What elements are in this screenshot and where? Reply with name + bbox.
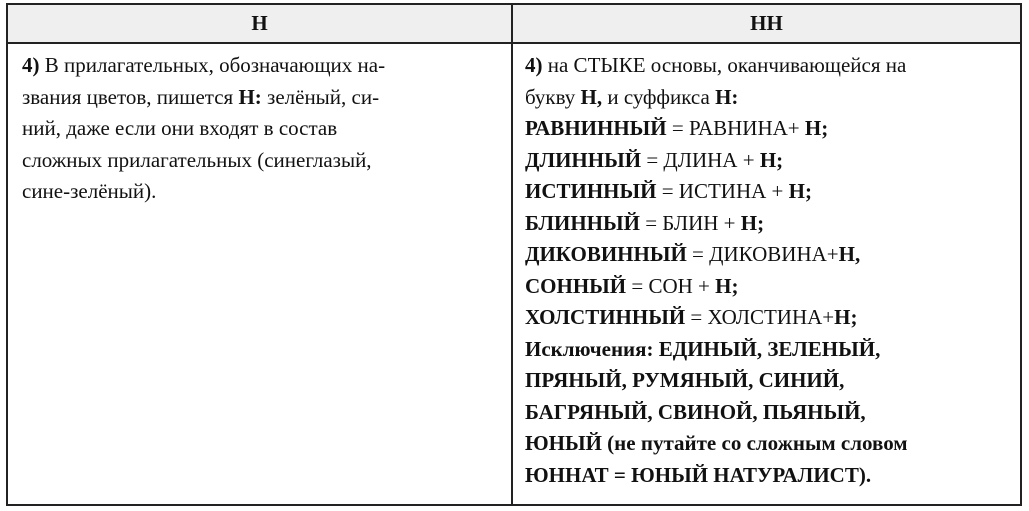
rules-table: [6, 3, 1022, 506]
example-line: РАВНИННЫЙ = РАВНИНА+ Н;: [525, 116, 829, 140]
header-nn: НН: [513, 5, 1020, 42]
right-intro-2: букву Н, и суффикса Н:: [525, 84, 739, 109]
example-line: БЛИННЫЙ = БЛИН + Н;: [525, 210, 765, 235]
left-line-3: ний, даже если они входят в состав: [22, 116, 338, 140]
example-line: ДЛИННЫЙ = ДЛИНА + Н;: [525, 147, 784, 172]
suffix-n: Н:: [238, 84, 262, 109]
exceptions-line: ЮННАТ = ЮНЫЙ НАТУРАЛИСТ).: [525, 462, 872, 487]
left-line-5: сине-зелёный).: [22, 179, 157, 203]
example-line: ХОЛСТИННЫЙ = ХОЛСТИНА+Н;: [525, 305, 858, 329]
exceptions-line: БАГРЯНЫЙ, СВИНОЙ, ПЬЯНЫЙ,: [525, 399, 866, 424]
example-line: ДИКОВИННЫЙ = ДИКОВИНА+Н,: [525, 242, 861, 266]
left-line-1: 4) В прилагательных, обозначающих на-: [22, 53, 386, 77]
right-intro-1: 4) на СТЫКЕ основы, оканчивающейся на: [525, 53, 907, 77]
left-line-2: звания цветов, пишется Н: зелёный, си-: [22, 84, 380, 109]
header-n: Н: [8, 5, 511, 42]
exceptions-line: Исключения: ЕДИНЫЙ, ЗЕЛЕНЫЙ,: [525, 336, 881, 361]
header-divider: [8, 42, 1020, 44]
right-cell: [513, 46, 1020, 504]
rule-number: 4): [22, 53, 40, 77]
rule-number: 4): [525, 53, 543, 77]
exceptions-line: ЮНЫЙ (не путайте со сложным словом: [525, 431, 908, 455]
example-line: СОННЫЙ = СОН + Н;: [525, 273, 739, 298]
left-cell: [8, 46, 511, 504]
left-line-4: сложных прилагательных (синеглазый,: [22, 147, 372, 172]
exceptions-line: ПРЯНЫЙ, РУМЯНЫЙ, СИНИЙ,: [525, 368, 845, 392]
example-line: ИСТИННЫЙ = ИСТИНА + Н;: [525, 179, 812, 203]
